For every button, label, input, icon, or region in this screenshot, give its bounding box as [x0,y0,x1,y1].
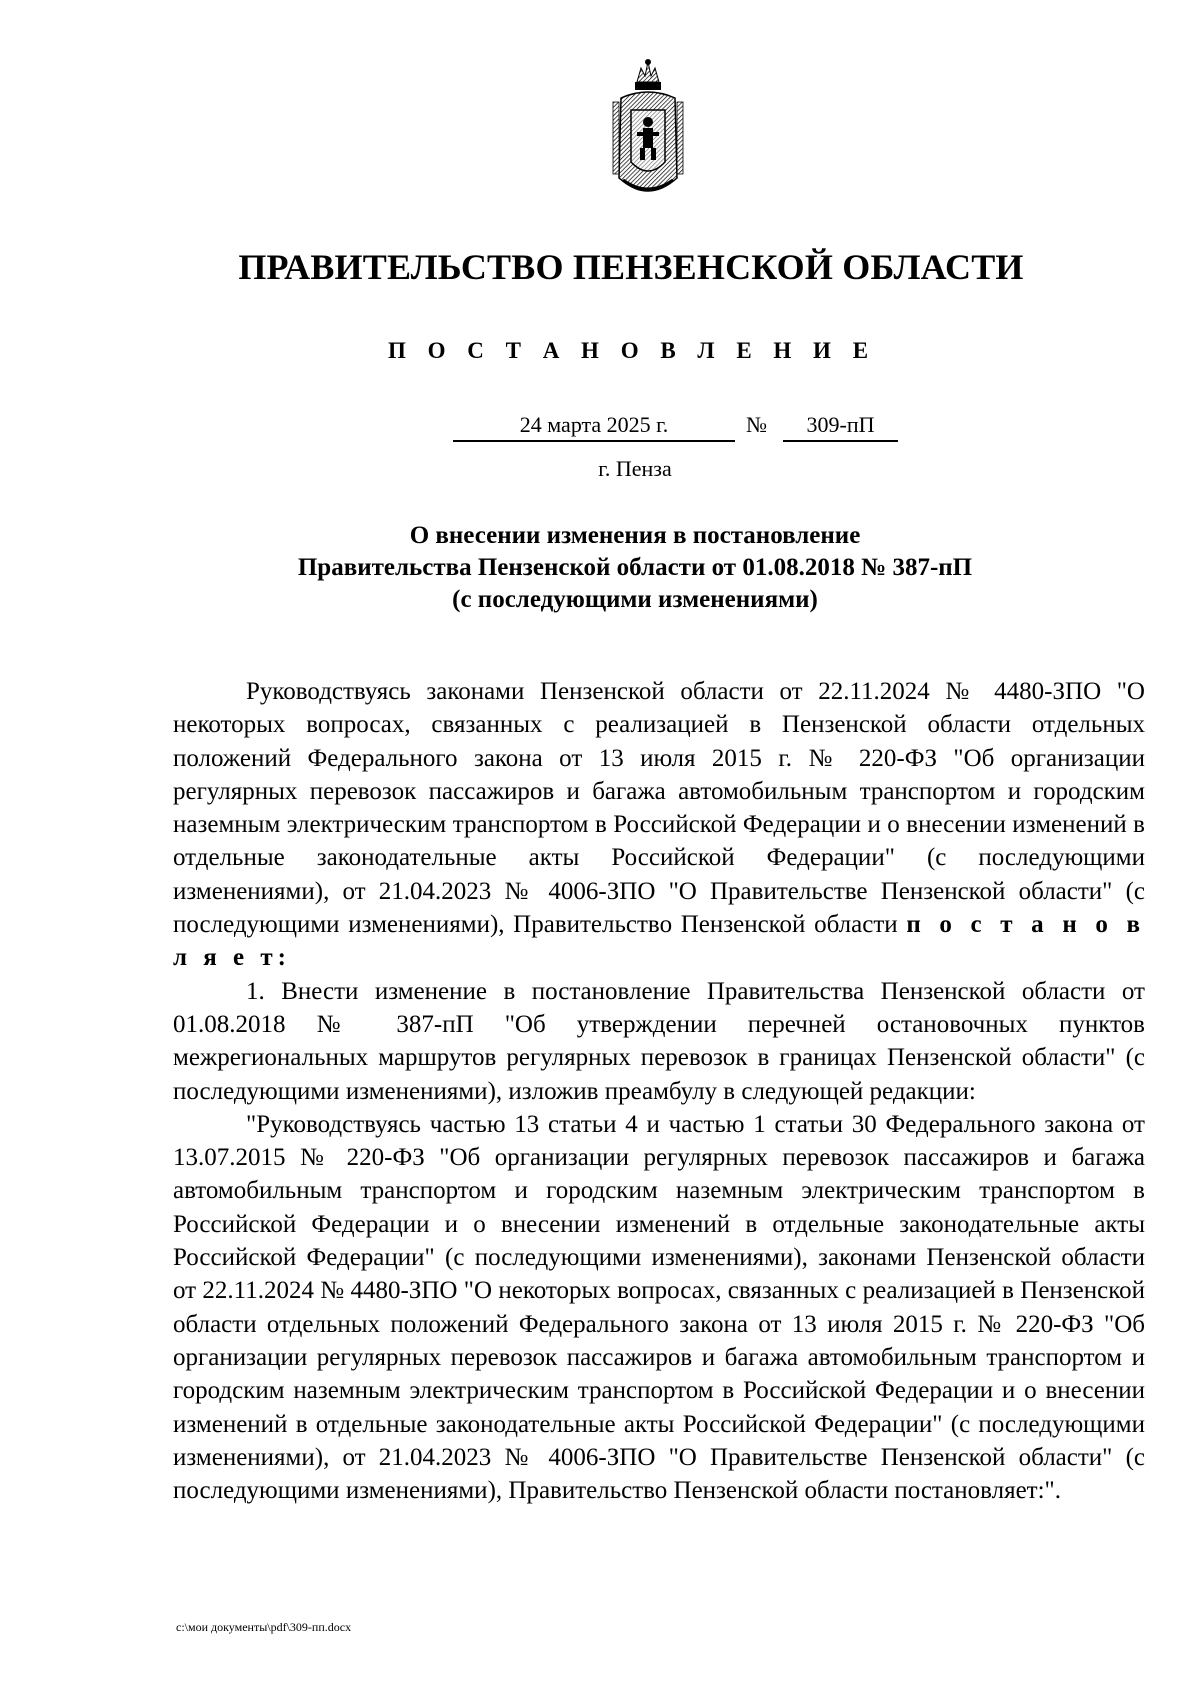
number-sign: № [746,412,767,437]
paragraph-1-text: Руководствуясь законами Пензенской области от 22.11.2024 № 4480-ЗПО "О некоторых вопросах, связанных с реализацией в Пензенской области отдельных положений Федерального закона от 13 июля 2015 г. № 220-ФЗ "Об организации регулярных перевозок пассажиров и багажа автомобильным транспортом и городским наземным электрическим транспортом в Российской Федерации и о внесении изменений в отдельные законодательные акты Российской Федерации" (с последующими изменениями), от 21.04.2023 № 4006-ЗПО "О Правительстве Пензенской области" (с последующими изменениями), Правительство Пензенской области [173,678,1145,939]
file-path-footer: c:\мои документы\pdf\309-пп.docx [176,1620,352,1634]
organization-title: ПРАВИТЕЛЬСТВО ПЕНЗЕНСКОЙ ОБЛАСТИ [238,247,1024,287]
coat-of-arms-icon [607,58,689,208]
subject-line-2: Правительства Пензенской области от 01.08.2018 № 387-пП [297,554,973,581]
document-subject [0,520,1200,616]
city-label: г. Пенза [598,456,672,481]
document-type-heading: П О С Т А Н О В Л Е Н И Е [387,338,877,363]
document-body [173,675,1145,1507]
resolves-emphasis: п о с т а н о в л я е т: [173,911,1146,972]
subject-line-1: О внесении изменения в постановление [409,522,861,549]
document-date: 24 марта 2025 г. [453,412,735,442]
body-paragraph-3: "Руководствуясь частью 13 статьи 4 и частью 1 статьи 30 Федерального закона от 13.07.2015 № 220-ФЗ "Об организации регулярных перевозок пассажиров и багажа автомобильным транспортом и городским наземным электрическим транспортом в Российской Федерации и о внесении изменений в отдельные законодательные акты Российской Федерации" (с последующими изменениями), законами Пензенской области от 22.11.2024 № 4480-ЗПО "О некоторых вопросах, связанных с реализацией в Пензенской области отдельных положений Федерального закона от 13 июля 2015 г. № 220-ФЗ "Об организации регулярных перевозок пассажиров и багажа автомобильным транспортом и городским наземным электрическим транспортом в Российской Федерации и о внесении изменений в отдельные законодательные акты Российской Федерации" (с последующими изменениями), от 21.04.2023 № 4006-ЗПО "О Правительстве Пензенской области" (с последующими изменениями), Правительство Пензенской области постановляет:". [173,1110,1145,1505]
subject-line-3: (с последующими изменениями) [452,586,818,613]
document-number: 309-пП [783,412,898,442]
body-paragraph-1 [173,675,1145,975]
body-paragraph-2: 1. Внести изменение в постановление Правительства Пензенской области от 01.08.2018 № 387-пП "Об утверждении перечней остановочных пунктов межрегиональных маршрутов регулярных перевозок в границах Пензенской области" (с последующими изменениями), изложив преамбулу в следующей редакции: [173,977,1145,1105]
